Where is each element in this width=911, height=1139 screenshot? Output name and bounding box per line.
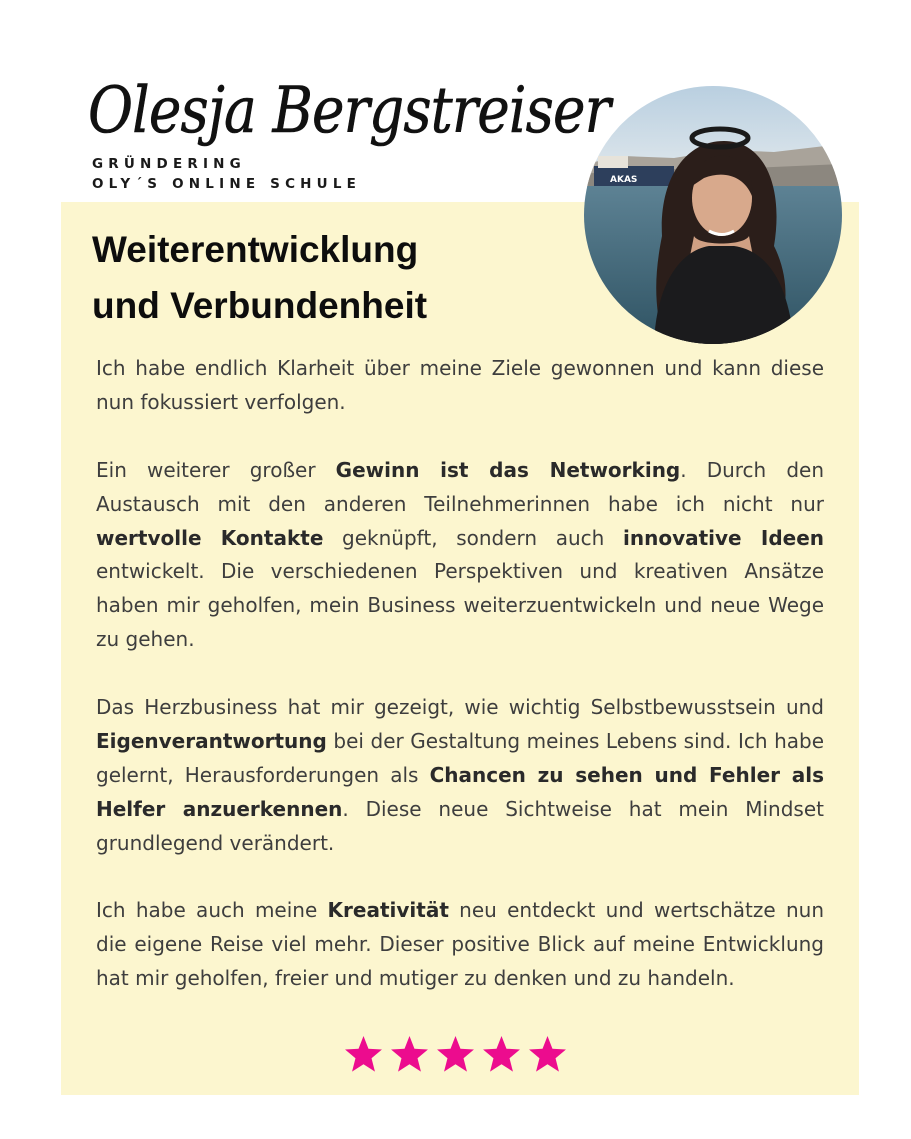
body-text-segment: entwickelt. Die verschiedenen Perspektiven und kreativen Ansätze haben mir geholfen, mein Business weiterzuentwickeln und neue Wege zu gehen. [96, 559, 824, 652]
signature-name [88, 62, 618, 162]
star-rating [0, 1034, 911, 1080]
star-icon [435, 1034, 476, 1075]
profile-photo [584, 86, 842, 344]
body-paragraph [96, 691, 824, 861]
body-text-segment: bei der Gestaltung meines Lebens sind. Ich habe gelernt, Herausforderungen als [96, 728, 824, 787]
body-text-segment: Das Herzbusiness hat mir gezeigt, wie wichtig Selbstbewusstsein und [96, 695, 824, 720]
headline-line-2: und Verbundenheit [92, 285, 428, 326]
tagline-school: OLY´S ONLINE SCHULE [92, 176, 362, 192]
body-paragraph [96, 352, 824, 420]
star-icon [481, 1034, 522, 1075]
emphasis-text: wertvolle Kontakte [96, 525, 324, 550]
body-text-segment: Ich habe auch meine [96, 898, 328, 923]
body-text-segment: Ich habe endlich Klarheit über meine Ziele gewonnen und kann diese nun fokussiert verfolgen. [96, 356, 824, 414]
body-text-segment: geknüpft, sondern auch [323, 525, 623, 550]
body-text-segment: . Diese neue Sichtweise hat mein Mindset grundlegend verändert. [96, 796, 824, 855]
headline-line-1: Weiterentwicklung [92, 229, 419, 270]
star-icon [343, 1034, 384, 1075]
star-icon [389, 1034, 430, 1075]
emphasis-text: Kreativität [327, 898, 449, 923]
testimonial-body [96, 352, 824, 996]
headline [92, 222, 572, 334]
emphasis-text: Gewinn ist das Networking [335, 457, 681, 482]
body-text-segment: . Durch den Austausch mit den anderen Teilnehmerinnen habe ich nicht nur [96, 457, 824, 516]
body-text-segment: Ein weiterer großer [96, 457, 336, 482]
emphasis-text: Eigenverantwortung [96, 728, 327, 753]
tagline-role: GRÜNDERING [92, 156, 246, 172]
signature-text: Olesja Bergstreiser [88, 74, 614, 148]
body-text-segment: neu entdeckt und wertschätze nun die eigene Reise viel mehr. Dieser positive Blick auf meine Entwicklung hat mir geholfen, freier und mutiger zu denken und zu handeln. [96, 898, 824, 991]
boat-label: AKAS [610, 175, 638, 185]
star-icon [527, 1034, 568, 1075]
emphasis-text: Chancen zu sehen und Fehler als Helfer anzuerkennen [96, 762, 824, 821]
emphasis-text: innovative Ideen [623, 525, 825, 550]
body-paragraph [96, 894, 824, 996]
body-paragraph [96, 454, 824, 657]
